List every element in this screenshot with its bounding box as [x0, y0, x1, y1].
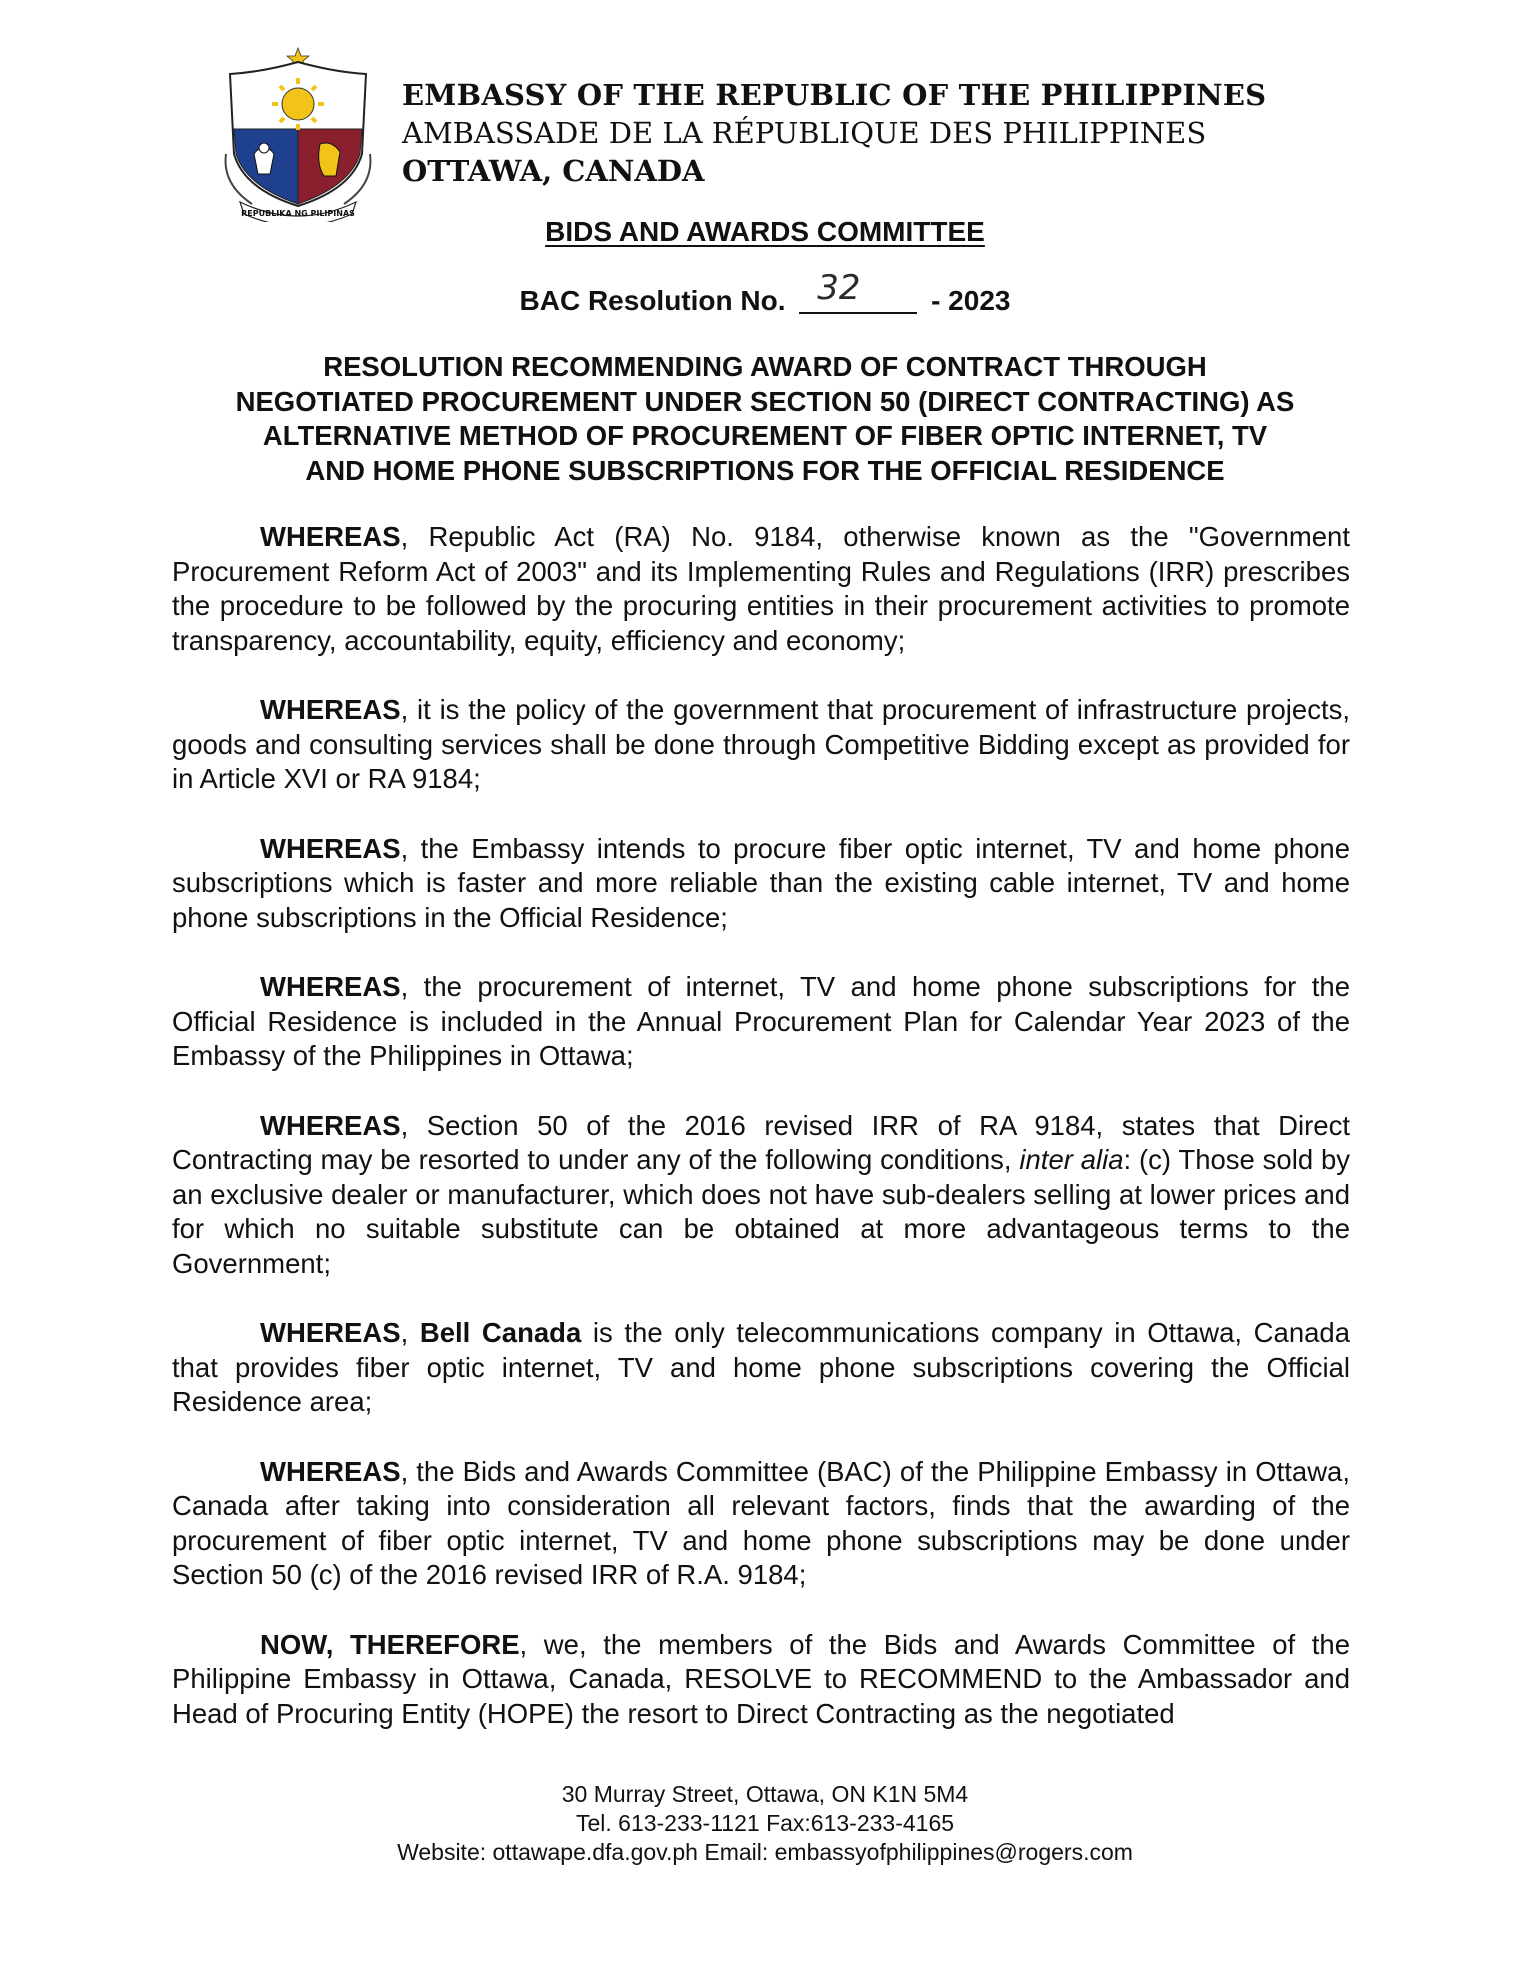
letterhead [402, 76, 1266, 190]
whereas-paragraph [172, 1316, 1350, 1420]
resolution-body [172, 520, 1350, 1766]
resolution-year: - 2023 [931, 285, 1011, 316]
whereas-paragraph [172, 520, 1350, 658]
title-line: RESOLUTION RECOMMENDING AWARD OF CONTRACT THROUGH [323, 351, 1207, 382]
svg-text:REPUBLIKA NG PILIPINAS: REPUBLIKA NG PILIPINAS [241, 209, 355, 218]
company-name: Bell Canada [419, 1317, 582, 1348]
paragraph-lead: WHEREAS [260, 1109, 401, 1141]
page-footer [0, 1780, 1530, 1867]
footer-address: 30 Murray Street, Ottawa, ON K1N 5M4 [561, 1781, 969, 1807]
paragraph-text: , Republic Act (RA) No. 9184, otherwise known as the "Government Procurement Reform Act of 2003" and its Implementing Rules and Regulations (IRR) prescribes the procedure to be followed by the procuring entities in their procurement activities to promote transparency, accountability, equity, efficiency and economy; [172, 521, 1350, 656]
now-therefore-paragraph [172, 1628, 1350, 1732]
resolution-label: BAC Resolution No. [519, 285, 786, 316]
paragraph-text: , [400, 1317, 420, 1348]
paragraph-lead: WHEREAS [260, 1317, 401, 1348]
philippine-coat-of-arms-icon [212, 44, 384, 222]
paragraph-italic: inter alia [1019, 1144, 1124, 1175]
paragraph-text: , Section 50 of the 2016 revised IRR of RA 9184, states that Direct Contracting may be resorted to under any of the following conditions, [172, 1109, 1350, 1175]
paragraph-lead: WHEREAS [260, 694, 401, 725]
whereas-paragraph [172, 1455, 1350, 1593]
resolution-title [150, 350, 1380, 488]
paragraph-lead: NOW, THEREFORE [260, 1628, 520, 1660]
embassy-name-french: AMBASSADE DE LA RÉPUBLIQUE DES PHILIPPINES [402, 116, 1207, 150]
resolution-number-blank [799, 268, 917, 314]
paragraph-text: , we, the members of the Bids and Awards Committee of the Philippine Embassy in Ottawa, Canada, RESOLVE to RECOMMEND to the Ambassador and Head of Procuring Entity (HOPE) the resort to Direct Contracting as the negotiated [172, 1628, 1350, 1729]
resolution-number-line [0, 268, 1530, 317]
paragraph-lead: WHEREAS [260, 521, 401, 552]
title-line: ALTERNATIVE METHOD OF PROCUREMENT OF FIBER OPTIC INTERNET, TV [262, 420, 1268, 451]
paragraph-text: , the Bids and Awards Committee (BAC) of the Philippine Embassy in Ottawa, Canada after taking into consideration all relevant factors, finds that the awarding of the procurement of fiber optic internet, TV and home phone subscriptions may be done under Section 50 (c) of the 2016 revised IRR of R.A. 9184; [172, 1455, 1350, 1590]
paragraph-text: , the Embassy intends to procure fiber optic internet, TV and home phone subscriptions which is faster and more reliable than the existing cable internet, TV and home phone subscriptions in the Official Residence; [172, 832, 1350, 933]
paragraph-text: , the procurement of internet, TV and home phone subscriptions for the Official Residence is included in the Annual Procurement Plan for Calendar Year 2023 of the Embassy of the Philippines in Ottawa; [172, 971, 1350, 1071]
embassy-name-english: EMBASSY OF THE REPUBLIC OF THE PHILIPPINES [402, 78, 1267, 112]
committee-name: BIDS AND AWARDS COMMITTEE [545, 216, 985, 247]
paragraph-text: is the only telecommunications company in Ottawa, Canada that provides fiber optic internet, TV and home phone subscriptions covering the Official Residence area; [172, 1317, 1350, 1417]
handwritten-resolution-number: 32 [817, 268, 861, 308]
embassy-location: OTTAWA, CANADA [402, 154, 705, 188]
title-line: NEGOTIATED PROCUREMENT UNDER SECTION 50 (DIRECT CONTRACTING) AS [235, 385, 1295, 417]
committee-heading [0, 216, 1530, 248]
title-line: AND HOME PHONE SUBSCRIPTIONS FOR THE OFFICIAL RESIDENCE [305, 454, 1225, 486]
paragraph-text: : (c) Those sold by an exclusive dealer or manufacturer, which does not have sub-dealers selling at lower prices and for which no suitable substitute can be obtained at more advantageous terms to the Government; [172, 1144, 1350, 1279]
whereas-paragraph [172, 970, 1350, 1074]
whereas-paragraph [172, 832, 1350, 936]
footer-phone: Tel. 613-233-1121 Fax:613-233-4165 [575, 1810, 955, 1836]
paragraph-lead: WHEREAS [260, 1455, 401, 1487]
paragraph-lead: WHEREAS [260, 971, 401, 1002]
footer-web: Website: ottawape.dfa.gov.ph Email: embassyofphilippines@rogers.com [397, 1839, 1133, 1865]
whereas-paragraph [172, 693, 1350, 797]
paragraph-text: , it is the policy of the government that procurement of infrastructure projects, goods and consulting services shall be done through Competitive Bidding except as provided for in Article XVI or RA 9184; [172, 694, 1350, 794]
paragraph-lead: WHEREAS [260, 832, 401, 864]
whereas-paragraph [172, 1109, 1350, 1282]
